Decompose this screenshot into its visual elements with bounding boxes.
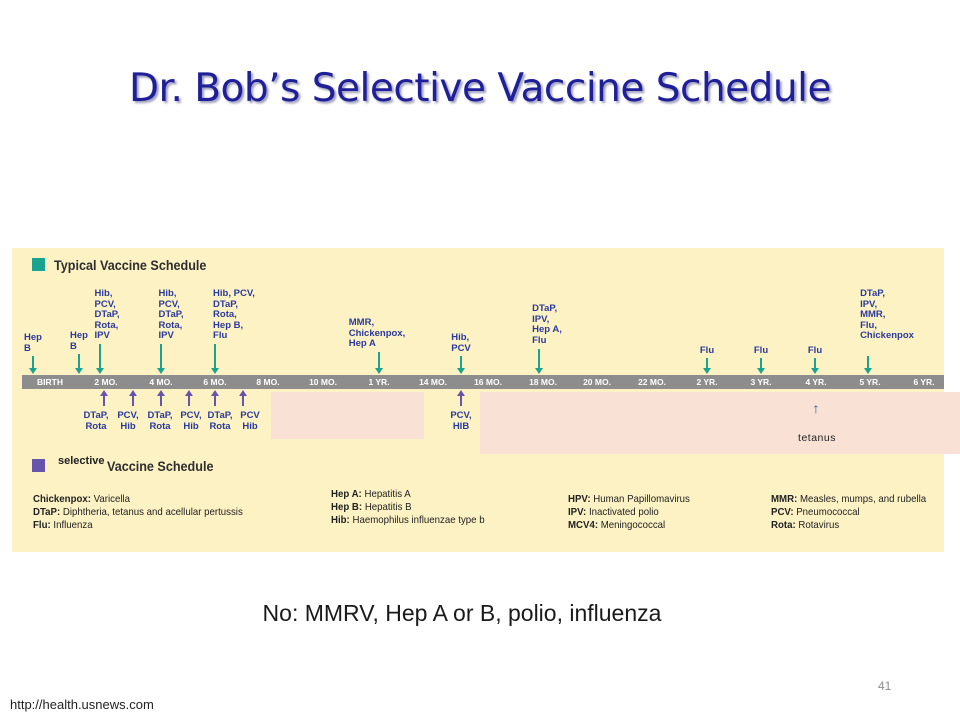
selective-legend-square [32,459,45,472]
tick-label: 3 YR. [750,377,772,387]
source-url: http://health.usnews.com [10,697,154,712]
selective-vaccine-label: PCV, Hib [117,410,139,432]
typical-vaccine-label: Hib, PCV [451,332,471,354]
typical-vaccine-arrow [867,356,869,370]
tick-label: 1 YR. [368,377,390,387]
typical-vaccine-label: DTaP, IPV, Hep A, Flu [532,303,562,346]
selective-vaccine-label: PCV, Hib [180,410,202,432]
page-number: 41 [878,679,892,693]
selective-vaccine-arrow [214,394,216,406]
typical-vaccine-label: Flu [753,345,769,356]
tick-label: BIRTH [37,377,63,387]
selective-vaccine-arrow [188,394,190,406]
tick-label: 5 YR. [859,377,881,387]
slide-subtitle: No: MMRV, Hep A or B, polio, influenza [262,600,662,626]
glossary-column: Chickenpox: Varicella DTaP: Diphtheria, tetanus and acellular pertussis Flu: Influenza [33,493,243,531]
typical-vaccine-arrow [460,356,462,370]
highlight-box [271,392,424,439]
typical-vaccine-label: Hep B [70,330,88,352]
selective-vaccine-arrow [132,394,134,406]
selective-annotation: selective [58,455,105,467]
tick-label: 2 YR. [696,377,718,387]
typical-vaccine-arrow [32,356,34,370]
tick-label: 2 MO. [94,377,118,387]
typical-vaccine-arrow [214,344,216,370]
typical-vaccine-arrow [706,358,708,370]
selective-vaccine-label: DTaP, Rota [147,410,173,432]
typical-vaccine-label: Hib, PCV, DTaP, Rota, Hep B, Flu [213,288,255,341]
typical-vaccine-label: Flu [699,345,715,356]
typical-vaccine-label: Hib, PCV, DTaP, Rota, IPV [158,288,184,341]
typical-vaccine-arrow [538,349,540,370]
typical-vaccine-label: MMR, Chickenpox, Hep A [348,317,406,349]
slide-title: Dr. Bob’s Selective Vaccine Schedule [129,66,831,111]
tick-label: 6 MO. [203,377,227,387]
highlight-box [480,392,960,454]
typical-vaccine-arrow [760,358,762,370]
selective-vaccine-label: PCV, HIB [450,410,472,432]
glossary-column: HPV: Human Papillomavirus IPV: Inactivated polio MCV4: Meningococcal [568,493,690,531]
typical-schedule-label: Typical Vaccine Schedule [54,257,207,273]
typical-vaccine-label: Flu [807,345,823,356]
arrow-up-icon: ↑ [812,400,820,416]
tick-label: 10 MO. [309,377,337,387]
tick-label: 20 MO. [583,377,611,387]
glossary-column: Hep A: Hepatitis A Hep B: Hepatitis B Hib: Haemophilus influenzae type b [331,488,485,526]
typical-vaccine-arrow [160,344,162,370]
selective-vaccine-label: PCV Hib [240,410,260,432]
tick-label: 4 MO. [149,377,173,387]
selective-vaccine-arrow [460,394,462,406]
glossary-column: MMR: Measles, mumps, and rubella PCV: Pneumococcal Rota: Rotavirus [771,493,927,531]
selective-vaccine-label: DTaP, Rota [207,410,233,432]
typical-vaccine-arrow [814,358,816,370]
tick-label: 22 MO. [638,377,666,387]
tetanus-label: tetanus [798,432,836,444]
selective-schedule-label: Vaccine Schedule [107,458,214,474]
tick-label: 18 MO. [529,377,557,387]
typical-vaccine-label: DTaP, IPV, MMR, Flu, Chickenpox [860,288,914,341]
tick-label: 16 MO. [474,377,502,387]
selective-vaccine-label: DTaP, Rota [83,410,109,432]
typical-vaccine-arrow [78,354,80,370]
typical-vaccine-arrow [378,352,380,370]
typical-vaccine-arrow [99,344,101,370]
tick-label: 8 MO. [256,377,280,387]
tick-label: 14 MO. [419,377,447,387]
typical-legend-square [32,258,45,271]
tick-label: 4 YR. [805,377,827,387]
selective-vaccine-arrow [242,394,244,406]
typical-vaccine-label: Hep B [24,332,42,354]
tick-label: 6 YR. [913,377,935,387]
typical-vaccine-label: Hib, PCV, DTaP, Rota, IPV [94,288,120,341]
selective-vaccine-arrow [160,394,162,406]
selective-vaccine-arrow [103,394,105,406]
